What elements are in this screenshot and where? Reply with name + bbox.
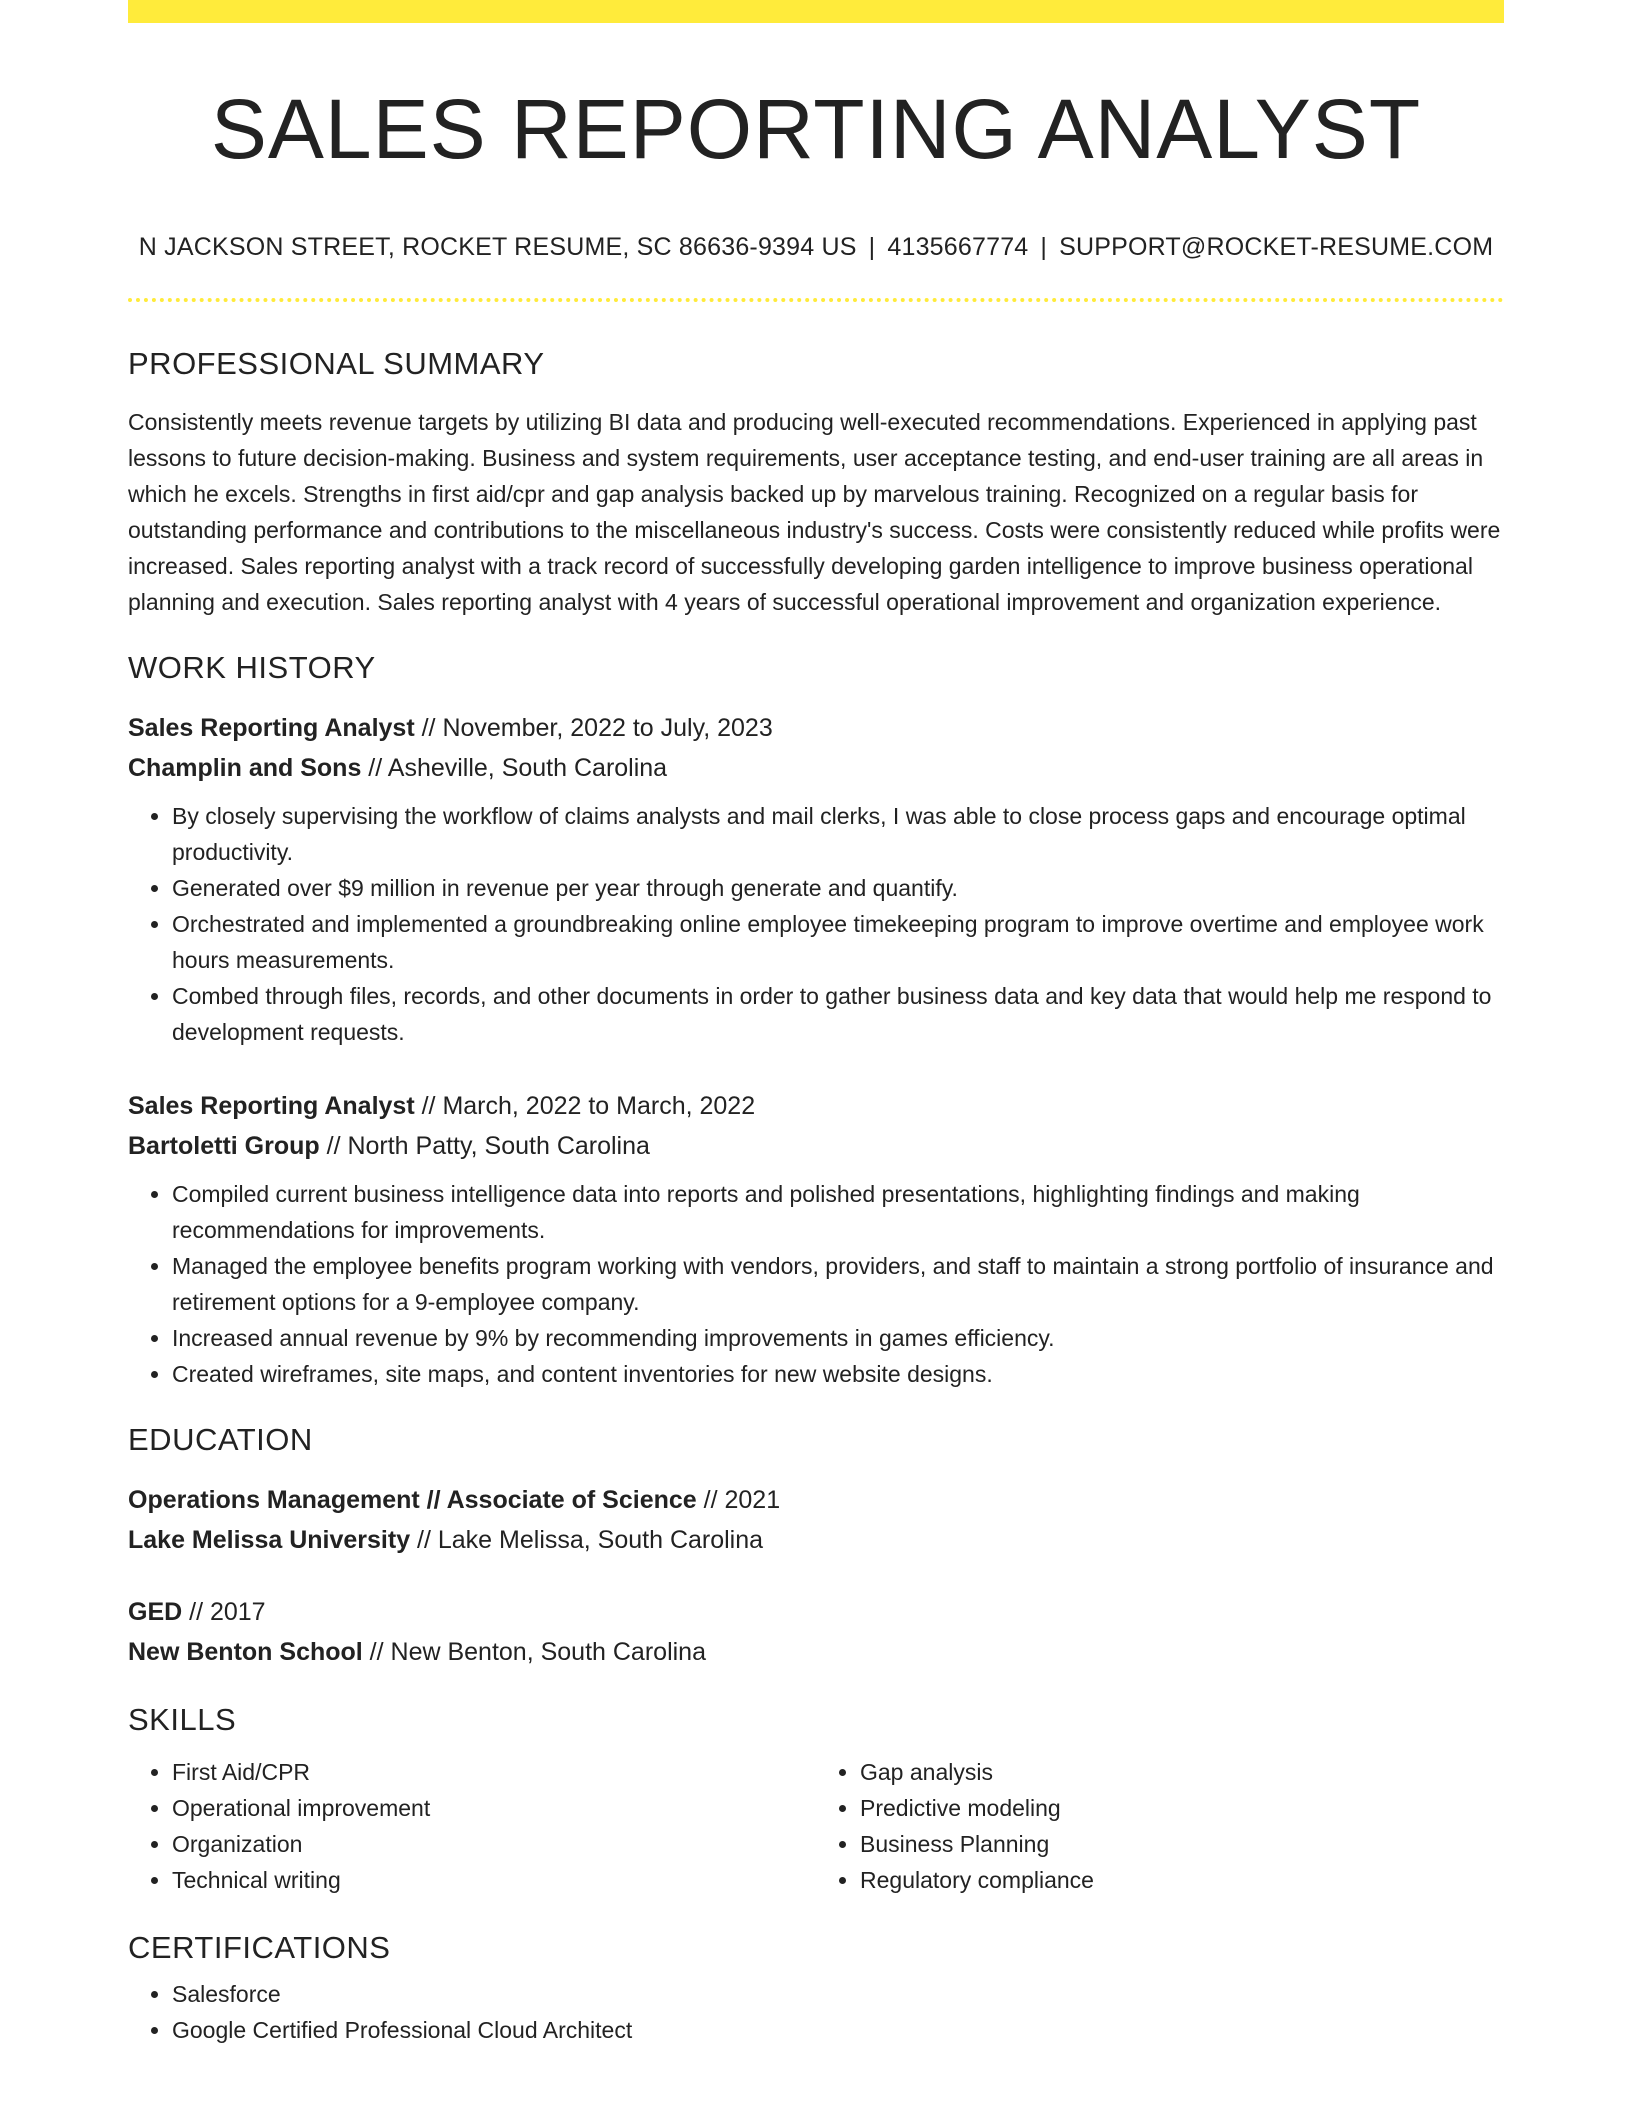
education-school: Lake Melissa University	[128, 1526, 411, 1555]
work-history-heading: WORK HISTORY	[128, 650, 376, 686]
contact-address: N JACKSON STREET, ROCKET RESUME, SC 86636-9394 US	[138, 233, 857, 262]
skill-item: • Operational improvement	[172, 1790, 816, 1826]
education-degree: GED	[128, 1598, 183, 1627]
contact-separator: |	[868, 233, 876, 262]
skill-item: • Gap analysis	[860, 1754, 1504, 1790]
job-bullet: • Created wireframes, site maps, and content inventories for new website designs.	[172, 1356, 1504, 1392]
job-location: // Asheville, South Carolina	[361, 754, 668, 783]
education-year: // 2017	[182, 1598, 266, 1627]
job-company-line	[128, 748, 1504, 788]
education-entry	[128, 1592, 1504, 1672]
job-location: // North Patty, South Carolina	[319, 1132, 650, 1161]
resume-page	[128, 0, 1504, 2048]
education-heading: EDUCATION	[128, 1422, 313, 1458]
skill-item: • Technical writing	[172, 1862, 816, 1898]
contact-email: SUPPORT@ROCKET-RESUME.COM	[1059, 233, 1494, 262]
certification-item: • Salesforce	[172, 1976, 1504, 2012]
education-year: // 2021	[696, 1486, 781, 1515]
skills-list-right	[816, 1754, 1504, 1898]
education-degree: Operations Management // Associate of Science	[128, 1486, 697, 1515]
job-role: Sales Reporting Analyst	[128, 1092, 415, 1121]
contact-phone: 4135667774	[887, 233, 1029, 262]
job-bullets	[128, 798, 1504, 1050]
skill-item: • Predictive modeling	[860, 1790, 1504, 1826]
job-bullet: • Managed the employee benefits program working with vendors, providers, and staff to maintain a strong portfolio of insurance and retirement options for a 9-employee company.	[172, 1248, 1504, 1320]
skills-list-left	[128, 1754, 816, 1898]
education-degree-line	[128, 1480, 1504, 1520]
skills-columns	[128, 1754, 1504, 1898]
job-entry	[128, 708, 1504, 1050]
education-location: // Lake Melissa, South Carolina	[410, 1526, 764, 1555]
contact-line	[128, 233, 1504, 262]
candidate-title: SALES REPORTING ANALYST	[210, 82, 1422, 176]
education-school-line	[128, 1520, 1504, 1560]
job-bullets	[128, 1176, 1504, 1392]
job-company: Bartoletti Group	[128, 1132, 320, 1161]
skill-item: • First Aid/CPR	[172, 1754, 816, 1790]
summary-text: Consistently meets revenue targets by utilizing BI data and producing well-executed recommendations. Experienced in applying past lessons to future decision-making. Business and system requirements, user acceptance testing, and end-user training are all areas in which he excels. Strengths in first aid/cpr and gap analysis backed up by marvelous training. Recognized on a regular basis for outstanding performance and contributions to the miscellaneous industry's success. Costs were consistently reduced while profits were increased. Sales reporting analyst with a track record of successfully developing garden intelligence to improve business operational planning and execution. Sales reporting analyst with 4 years of successful operational improvement and organization experience.	[128, 409, 1501, 616]
certifications-list	[128, 1976, 1504, 2048]
education-entry	[128, 1480, 1504, 1560]
job-bullet: • Combed through files, records, and other documents in order to gather business data and key data that would help me respond to development requests.	[172, 978, 1504, 1050]
job-company: Champlin and Sons	[128, 754, 362, 783]
job-bullet: • Compiled current business intelligence data into reports and polished presentations, highlighting findings and making recommendations for improvements.	[172, 1176, 1504, 1248]
certification-item: • Google Certified Professional Cloud Architect	[172, 2012, 1504, 2048]
skill-item: • Regulatory compliance	[860, 1862, 1504, 1898]
certifications-heading: CERTIFICATIONS	[128, 1930, 391, 1966]
education-degree-line	[128, 1592, 1504, 1632]
skills-heading: SKILLS	[128, 1702, 237, 1738]
education-school-line	[128, 1632, 1504, 1672]
job-company-line	[128, 1126, 1504, 1166]
job-dates: // March, 2022 to March, 2022	[414, 1092, 756, 1121]
job-dates: // November, 2022 to July, 2023	[414, 714, 773, 743]
top-accent-bar	[128, 0, 1504, 23]
job-entry	[128, 1086, 1504, 1392]
job-bullet: • Increased annual revenue by 9% by recommending improvements in games efficiency.	[172, 1320, 1504, 1356]
job-bullet: • Orchestrated and implemented a groundbreaking online employee timekeeping program to improve overtime and employee work hours measurements.	[172, 906, 1504, 978]
job-role: Sales Reporting Analyst	[128, 714, 415, 743]
dotted-divider	[128, 298, 1504, 302]
skill-item: • Organization	[172, 1826, 816, 1862]
job-role-line	[128, 708, 1504, 748]
job-bullet: • Generated over $9 million in revenue per year through generate and quantify.	[172, 870, 1504, 906]
contact-separator: |	[1040, 233, 1048, 262]
skill-item: • Business Planning	[860, 1826, 1504, 1862]
job-bullet: • By closely supervising the workflow of claims analysts and mail clerks, I was able to close process gaps and encourage optimal productivity.	[172, 798, 1504, 870]
education-location: // New Benton, South Carolina	[362, 1638, 706, 1667]
job-role-line	[128, 1086, 1504, 1126]
education-school: New Benton School	[128, 1638, 363, 1667]
summary-heading: PROFESSIONAL SUMMARY	[128, 346, 545, 382]
